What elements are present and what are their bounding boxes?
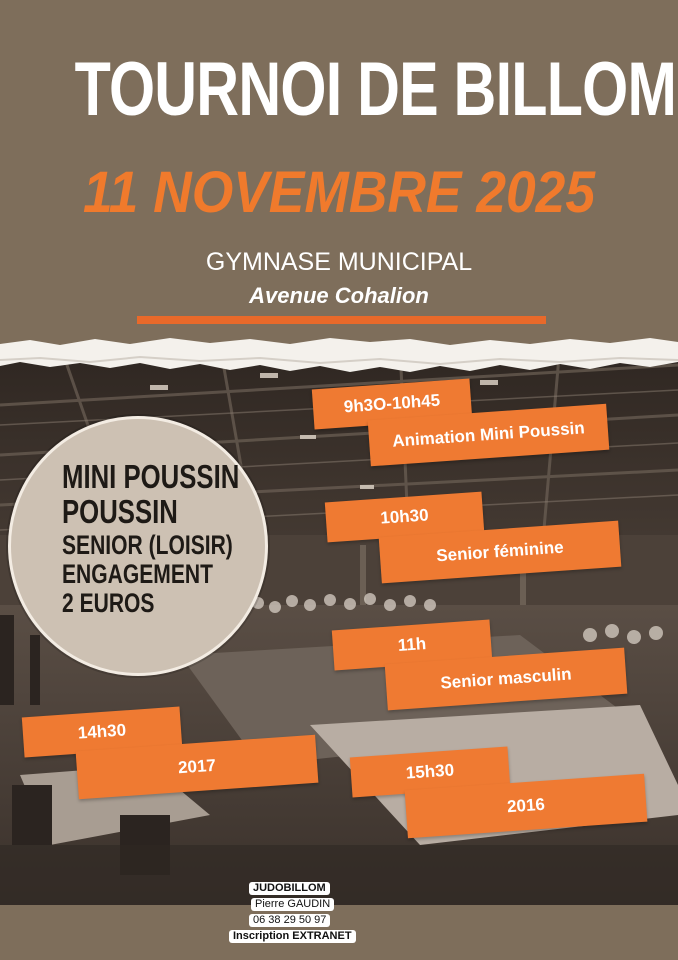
schedule-label-4: 2017 <box>76 735 319 800</box>
schedule-label-1: Animation Mini Poussin <box>368 404 610 467</box>
contact-phone: 06 38 29 50 97 <box>249 914 330 927</box>
venue-name: GYMNASE MUNICIPAL <box>205 248 473 276</box>
schedule-label-5: 2016 <box>405 774 648 839</box>
category-senior-loisir: SENIOR (LOISIR) <box>62 530 233 560</box>
schedule-time-5: 15h30 <box>350 747 510 798</box>
schedule-time-4: 14h30 <box>22 707 182 758</box>
categories-list <box>62 460 282 619</box>
schedule-time-2: 10h30 <box>325 492 484 543</box>
event-title: TOURNOI DE BILLOM <box>74 47 677 132</box>
club-name: JUDOBILLOM <box>249 882 330 895</box>
contact-block <box>229 880 367 948</box>
category-mini-poussin: MINI POUSSIN <box>62 458 240 495</box>
engagement-price: 2 EUROS <box>62 588 155 618</box>
engagement-label: ENGAGEMENT <box>62 559 213 589</box>
torn-paper-edge <box>0 336 678 374</box>
schedule-time-3: 11h <box>332 620 492 671</box>
event-date: 11 NOVEMBRE 2025 <box>82 160 596 225</box>
contact-name: Pierre GAUDIN <box>251 898 334 911</box>
schedule-time-1: 9h3O-10h45 <box>312 379 472 430</box>
venue-address: Avenue Cohalion <box>249 283 429 308</box>
inscription-info: Inscription EXTRANET <box>229 930 356 943</box>
schedule-label-2: Senior féminine <box>379 521 622 584</box>
category-poussin: POUSSIN <box>62 493 178 530</box>
orange-divider <box>137 316 546 324</box>
schedule-label-3: Senior masculin <box>385 648 628 711</box>
